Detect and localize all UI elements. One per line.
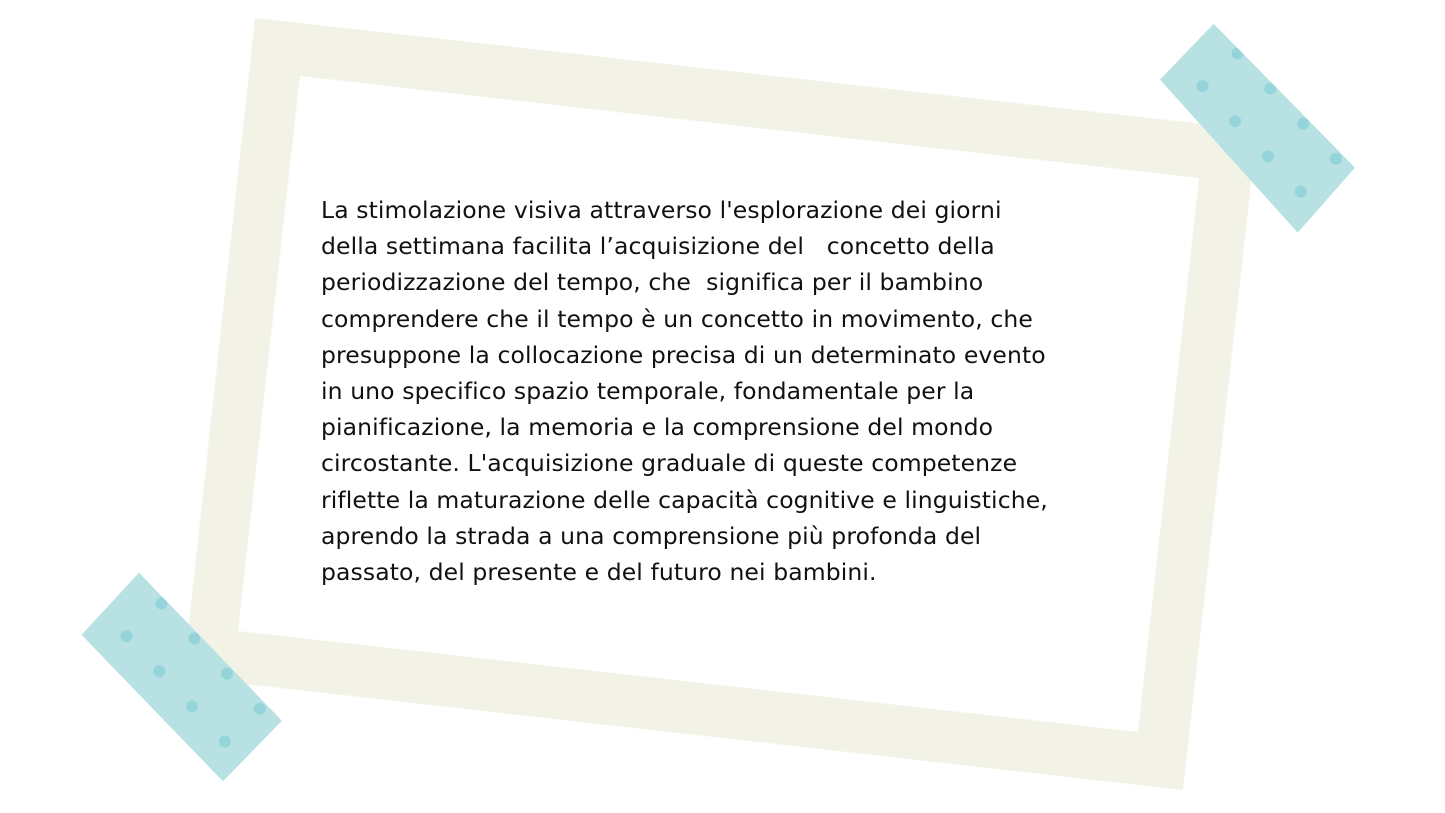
note-line: La stimolazione visiva attraverso l'esplorazione dei giorni xyxy=(321,196,1002,224)
note-line: in uno specifico spazio temporale, fondamentale per la xyxy=(321,377,975,406)
note-line: pianificazione, la memoria e la comprensione del mondo xyxy=(321,413,994,442)
note-paragraph xyxy=(321,192,1131,590)
note-line: presuppone la collocazione precisa di un determinato evento xyxy=(321,340,1046,369)
note-line: circostante. L'acquisizione graduale di queste competenze xyxy=(321,449,1018,478)
note-line: della settimana facilita l’acquisizione del concetto della xyxy=(321,232,995,261)
note-line: aprendo la strada a una comprensione più profonda del xyxy=(321,521,982,550)
note-line: periodizzazione del tempo, che significa per il bambino xyxy=(321,268,984,297)
note-line: passato, del presente e del futuro nei bambini. xyxy=(321,558,877,587)
note-line: comprendere che il tempo è un concetto in movimento, che xyxy=(321,304,1033,333)
note-line: riflette la maturazione delle capacità cognitive e linguistiche, xyxy=(321,485,1048,514)
